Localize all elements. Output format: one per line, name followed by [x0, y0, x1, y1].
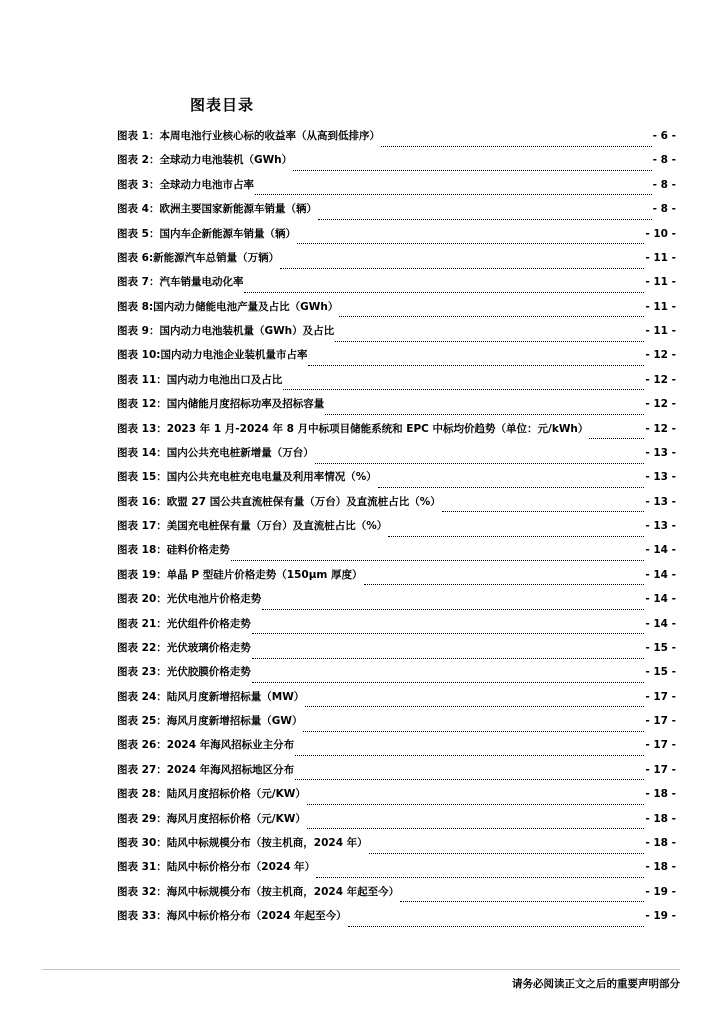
toc-entry-page: - 17 -: [645, 690, 676, 703]
toc-leader-dots: [381, 138, 652, 147]
toc-leader-dots: [244, 284, 644, 293]
toc-entry-label: 图表 33：: [117, 910, 167, 922]
toc-entry-title: 海风月度新增招标量（GW）: [166, 715, 303, 727]
toc-leader-dots: [325, 406, 644, 415]
toc-leader-dots: [318, 211, 652, 220]
toc-entry[interactable]: [117, 762, 676, 786]
toc-entry-page: - 18 -: [645, 836, 676, 849]
toc-entry-page: - 14 -: [645, 568, 676, 581]
toc-title: 图表目录: [190, 96, 255, 114]
toc-entry[interactable]: [117, 859, 676, 883]
toc-entry[interactable]: [117, 884, 676, 908]
toc-entry-label: 图表 31：: [117, 861, 167, 874]
toc-leader-dots: [307, 820, 645, 829]
toc-entry-label: 图表 22：: [117, 641, 167, 654]
toc-entry-label: 图表 13：: [117, 422, 167, 435]
toc-entry-label: 图表 14：: [117, 446, 167, 459]
toc-leader-dots: [280, 260, 644, 269]
toc-entry-page: - 11 -: [645, 251, 676, 264]
toc-entry[interactable]: [117, 347, 676, 371]
toc-entry-label: 图表 18：: [117, 544, 167, 557]
toc-entry-label: 图表 28：: [117, 788, 167, 801]
toc-leader-dots: [315, 455, 645, 464]
toc-leader-dots: [316, 869, 644, 878]
toc-entry-title: 海风中标价格分布（2024 年起至今）: [166, 910, 347, 922]
toc-entry-title: 欧洲主要国家新能源车销量（辆）: [159, 203, 317, 216]
toc-entry-label: 图表 7：: [117, 276, 160, 289]
toc-entry[interactable]: [117, 469, 676, 493]
toc-entry[interactable]: [117, 518, 676, 542]
toc-leader-dots: [335, 333, 644, 342]
toc-leader-dots: [339, 308, 644, 317]
toc-entry-label: 图表 21：: [117, 617, 167, 630]
toc-entry[interactable]: [117, 274, 676, 298]
toc-entry[interactable]: [117, 737, 676, 761]
toc-entry-title: 新能源汽车总销量（万辆）: [153, 251, 280, 264]
toc-entry-label: 图表 30：: [117, 836, 167, 849]
toc-entry-title: 国内动力电池出口及占比: [166, 373, 283, 386]
toc-leader-dots: [252, 650, 645, 659]
toc-leader-dots: [378, 479, 645, 488]
toc-leader-dots: [589, 430, 644, 439]
toc-entry-title: 陆风月度新增招标量（MW）: [166, 690, 305, 703]
toc-leader-dots: [255, 186, 652, 195]
toc-entry[interactable]: [117, 152, 676, 176]
toc-entry-label: 图表 12：: [117, 398, 167, 411]
toc-entry-page: - 12 -: [645, 349, 676, 362]
toc-entry-title: 国内车企新能源车销量（辆）: [159, 227, 296, 240]
toc-entry[interactable]: [117, 421, 676, 445]
toc-entry[interactable]: [117, 786, 676, 810]
toc-entry[interactable]: [117, 250, 676, 274]
toc-entry-title: 硅料价格走势: [166, 544, 230, 557]
toc-entry-label: 图表 2：: [117, 154, 160, 167]
toc-entry-label: 图表 25：: [117, 715, 167, 727]
toc-entry-page: - 13 -: [645, 520, 676, 532]
toc-entry-title: 本周电池行业核心标的收益率（从高到低排序）: [159, 130, 380, 142]
toc-entry[interactable]: [117, 835, 676, 859]
toc-entry-label: 图表 29：: [117, 812, 167, 825]
toc-entry-label: 图表 8:: [117, 300, 154, 313]
toc-entry-page: - 17 -: [645, 763, 676, 776]
toc-leader-dots: [303, 723, 644, 732]
toc-entry-page: - 11 -: [645, 276, 676, 289]
toc-entry-page: - 11 -: [645, 300, 676, 313]
toc-entry-title: 2023 年 1 月-2024 年 8 月中标项目储能系统和 EPC 中标均价趋势（单位：元/kWh）: [166, 422, 589, 435]
toc-entry-page: - 6 -: [652, 130, 676, 142]
toc-entry-label: 图表 24：: [117, 690, 167, 703]
toc-entry-title: 汽车销量电动化率: [159, 276, 244, 289]
toc-entry-title: 国内公共充电桩新增量（万台）: [166, 446, 314, 459]
toc-entry[interactable]: [117, 177, 676, 201]
toc-list: [117, 128, 676, 932]
toc-entry[interactable]: [117, 640, 676, 664]
toc-leader-dots: [262, 601, 644, 610]
toc-entry[interactable]: [117, 664, 676, 688]
toc-entry-label: 图表 9：: [117, 325, 160, 337]
toc-entry-label: 图表 17：: [117, 520, 167, 532]
toc-entry[interactable]: [117, 494, 676, 518]
toc-entry-label: 图表 26：: [117, 739, 167, 752]
toc-entry-page: - 18 -: [645, 788, 676, 801]
toc-entry[interactable]: [117, 299, 676, 323]
toc-entry[interactable]: [117, 908, 676, 932]
toc-entry[interactable]: [117, 713, 676, 737]
toc-leader-dots: [231, 552, 645, 561]
toc-entry[interactable]: [117, 567, 676, 591]
toc-entry[interactable]: [117, 445, 676, 469]
toc-entry-label: 图表 1：: [117, 130, 160, 142]
toc-leader-dots: [293, 162, 652, 171]
toc-entry-label: 图表 3：: [117, 178, 160, 191]
toc-entry-title: 全球动力电池市占率: [159, 178, 254, 191]
toc-entry-label: 图表 10:: [117, 349, 161, 362]
toc-entry-page: - 8 -: [652, 178, 676, 191]
toc-leader-dots: [307, 796, 645, 805]
toc-entry[interactable]: [117, 542, 676, 566]
toc-leader-dots: [295, 747, 644, 756]
toc-entry[interactable]: [117, 811, 676, 835]
footer-divider: [42, 969, 680, 970]
toc-entry-page: - 19 -: [645, 910, 676, 922]
toc-entry-page: - 17 -: [645, 739, 676, 752]
toc-entry-title: 海风中标规模分布（按主机商，2024 年起至今）: [166, 885, 400, 898]
toc-entry-page: - 19 -: [645, 885, 676, 898]
toc-entry-title: 欧盟 27 国公共直流桩保有量（万台）及直流桩占比（%）: [166, 495, 441, 508]
toc-entry-title: 单晶 P 型硅片价格走势（150μm 厚度）: [166, 568, 363, 581]
toc-entry-page: - 14 -: [645, 544, 676, 557]
toc-entry[interactable]: [117, 591, 676, 615]
toc-entry-label: 图表 23：: [117, 666, 167, 679]
toc-entry-page: - 18 -: [645, 861, 676, 874]
toc-leader-dots: [364, 576, 645, 585]
toc-entry-title: 光伏电池片价格走势: [166, 593, 262, 606]
toc-entry-title: 光伏组件价格走势: [166, 617, 251, 630]
toc-entry-title: 海风月度招标价格（元/KW）: [166, 812, 306, 825]
footer-disclaimer: 请务必阅读正文之后的重要声明部分: [512, 978, 680, 990]
toc-entry-title: 陆风月度招标价格（元/KW）: [166, 788, 306, 801]
toc-entry-page: - 8 -: [652, 203, 676, 216]
toc-leader-dots: [305, 698, 644, 707]
toc-entry-title: 国内公共充电桩充电电量及利用率情况（%）: [166, 471, 377, 484]
toc-entry-label: 图表 20：: [117, 593, 167, 606]
toc-entry-title: 陆风中标规模分布（按主机商，2024 年）: [166, 836, 368, 849]
toc-entry-label: 图表 32：: [117, 885, 167, 898]
toc-entry-title: 国内动力储能电池产量及占比（GWh）: [153, 300, 339, 313]
toc-leader-dots: [252, 625, 645, 634]
toc-entry[interactable]: [117, 226, 676, 250]
toc-entry[interactable]: [117, 372, 676, 396]
toc-leader-dots: [369, 845, 645, 854]
toc-entry-label: 图表 11：: [117, 373, 167, 386]
toc-entry-label: 图表 4：: [117, 203, 160, 216]
toc-entry-page: - 12 -: [645, 373, 676, 386]
toc-entry-page: - 18 -: [645, 812, 676, 825]
toc-entry-title: 全球动力电池装机（GWh）: [159, 154, 293, 167]
toc-entry[interactable]: [117, 128, 676, 152]
toc-leader-dots: [442, 503, 645, 512]
toc-entry-page: - 10 -: [645, 227, 676, 240]
toc-leader-dots: [400, 893, 644, 902]
toc-leader-dots: [252, 674, 645, 683]
toc-entry-page: - 15 -: [645, 641, 676, 654]
toc-entry-page: - 12 -: [645, 398, 676, 411]
toc-entry[interactable]: [117, 396, 676, 420]
toc-entry-title: 国内动力电池装机量（GWh）及占比: [159, 325, 335, 337]
toc-entry-page: - 11 -: [645, 325, 676, 337]
toc-entry[interactable]: [117, 201, 676, 225]
toc-entry[interactable]: [117, 323, 676, 347]
toc-entry-page: - 8 -: [652, 154, 676, 167]
toc-entry-label: 图表 19：: [117, 568, 167, 581]
toc-entry-title: 国内储能月度招标功率及招标容量: [166, 398, 325, 411]
toc-entry-title: 美国充电桩保有量（万台）及直流桩占比（%）: [166, 520, 388, 532]
toc-leader-dots: [348, 918, 645, 927]
toc-entry-title: 2024 年海风招标业主分布: [166, 739, 295, 752]
toc-leader-dots: [297, 235, 644, 244]
toc-entry-page: - 14 -: [645, 593, 676, 606]
toc-entry-page: - 17 -: [645, 715, 676, 727]
toc-entry-label: 图表 6:: [117, 251, 154, 264]
toc-entry-label: 图表 15：: [117, 471, 167, 484]
toc-entry-label: 图表 5：: [117, 227, 160, 240]
toc-leader-dots: [295, 771, 644, 780]
toc-leader-dots: [388, 528, 644, 537]
toc-entry-title: 2024 年海风招标地区分布: [166, 763, 295, 776]
toc-entry[interactable]: [117, 616, 676, 640]
toc-leader-dots: [308, 357, 644, 366]
toc-entry-title: 光伏胶膜价格走势: [166, 666, 251, 679]
toc-entry-title: 光伏玻璃价格走势: [166, 641, 251, 654]
toc-entry-page: - 12 -: [645, 422, 676, 435]
toc-entry-title: 国内动力电池企业装机量市占率: [160, 349, 308, 362]
toc-entry-title: 陆风中标价格分布（2024 年）: [166, 861, 316, 874]
toc-entry-label: 图表 27：: [117, 763, 167, 776]
toc-entry-label: 图表 16：: [117, 495, 167, 508]
toc-entry-page: - 13 -: [645, 446, 676, 459]
toc-entry[interactable]: [117, 689, 676, 713]
toc-entry-page: - 13 -: [645, 471, 676, 484]
toc-entry-page: - 14 -: [645, 617, 676, 630]
toc-leader-dots: [283, 381, 644, 390]
toc-entry-page: - 13 -: [645, 495, 676, 508]
toc-entry-page: - 15 -: [645, 666, 676, 679]
